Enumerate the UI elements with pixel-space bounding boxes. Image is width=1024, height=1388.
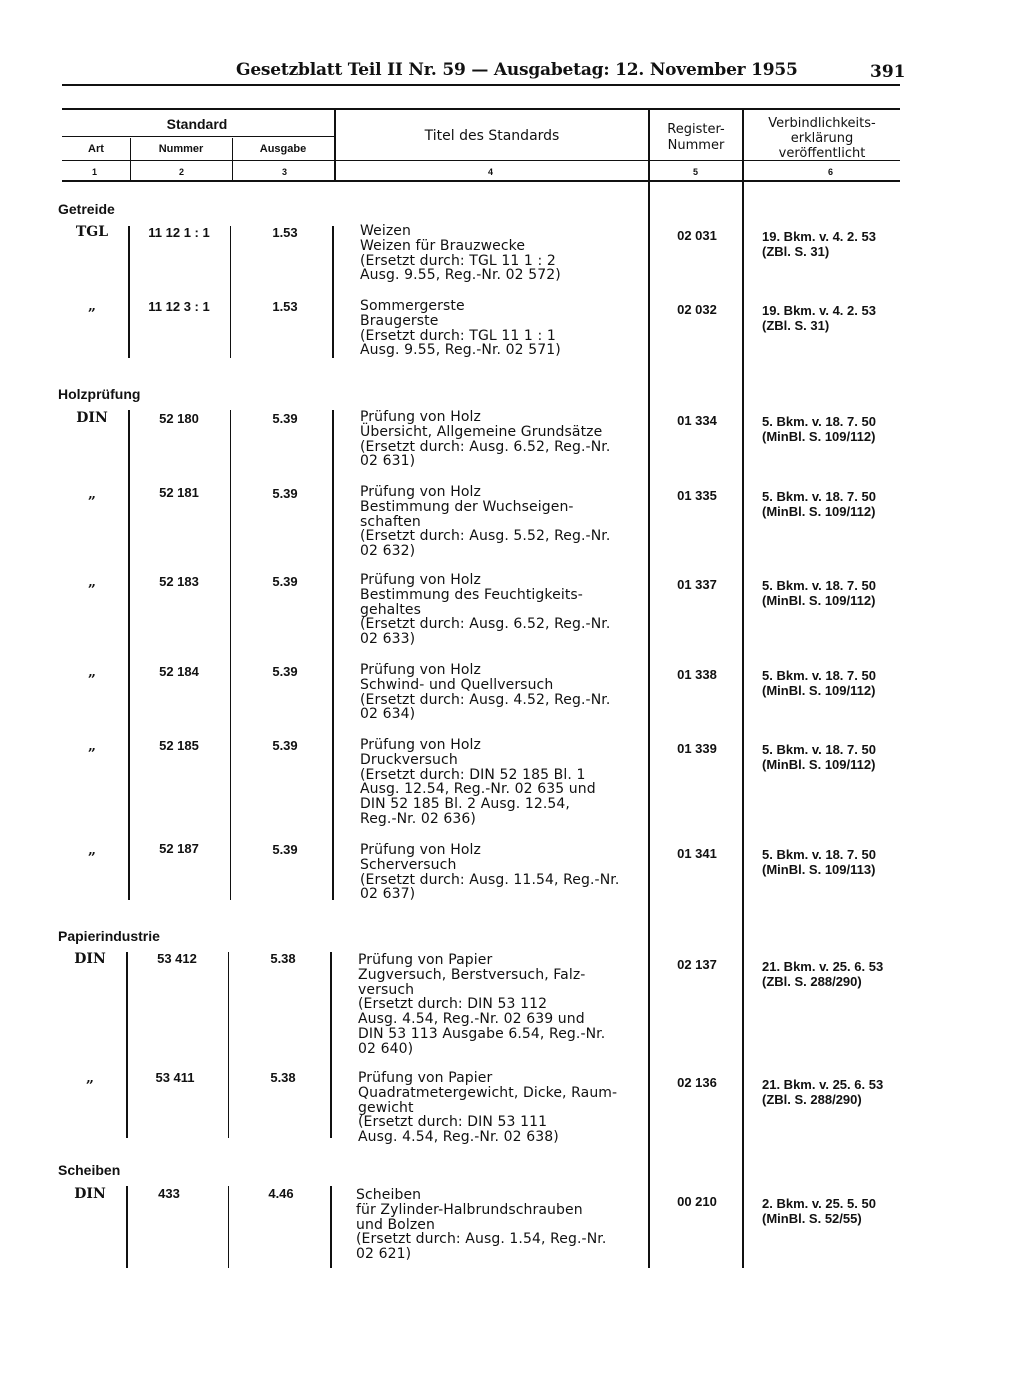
row-art: „ bbox=[85, 1070, 95, 1086]
row-art: „ bbox=[87, 298, 97, 314]
standard-subrule bbox=[62, 136, 334, 137]
row-ausgabe: 5.39 bbox=[272, 486, 298, 501]
row-nummer: 53 411 bbox=[155, 1070, 195, 1085]
header-verb-2: erklärung bbox=[790, 131, 854, 146]
seg-papier-b bbox=[228, 952, 229, 1138]
row-verbindlichkeit: 21. Bkm. v. 25. 6. 53 (ZBl. S. 288/290) bbox=[762, 959, 884, 989]
row-art: „ bbox=[87, 486, 97, 502]
header-titel: Titel des Standards bbox=[424, 128, 560, 144]
row-nummer: 11 12 1 : 1 bbox=[148, 225, 210, 240]
row-ausgabe: 5.39 bbox=[272, 842, 298, 857]
row-ausgabe: 5.39 bbox=[272, 738, 298, 753]
row-register: 01 337 bbox=[677, 577, 717, 592]
row-nummer: 52 185 bbox=[159, 738, 199, 753]
row-ausgabe: 5.38 bbox=[270, 1070, 296, 1085]
row-nummer: 11 12 3 : 1 bbox=[148, 299, 210, 314]
seg-papier-c bbox=[330, 952, 332, 1138]
header-verb-3: veröffentlicht bbox=[778, 146, 866, 161]
row-nummer: 52 183 bbox=[159, 574, 199, 589]
row-verbindlichkeit: 19. Bkm. v. 4. 2. 53 (ZBl. S. 31) bbox=[762, 229, 876, 259]
colnum-6: 6 bbox=[828, 167, 834, 177]
row-art: „ bbox=[87, 574, 97, 590]
row-art: „ bbox=[87, 738, 97, 754]
row-verbindlichkeit: 5. Bkm. v. 18. 7. 50 (MinBl. S. 109/112) bbox=[762, 414, 876, 444]
row-titel: Prüfung von Holz Schwind- und Quellversuch (Ersetzt durch: Ausg. 4.52, Reg.-Nr. 02 634) bbox=[360, 662, 611, 723]
row-verbindlichkeit: 5. Bkm. v. 18. 7. 50 (MinBl. S. 109/112) bbox=[762, 578, 876, 608]
row-titel: Prüfung von Holz Übersicht, Allgemeine Grundsätze (Ersetzt durch: Ausg. 6.52, Reg.-Nr. 02 631) bbox=[360, 409, 611, 470]
category-getreide: Getreide bbox=[58, 201, 115, 217]
row-art: DIN bbox=[76, 410, 108, 426]
row-nummer: 52 184 bbox=[159, 664, 199, 679]
row-verbindlichkeit: 21. Bkm. v. 25. 6. 53 (ZBl. S. 288/290) bbox=[762, 1077, 884, 1107]
colnum-3: 3 bbox=[282, 167, 288, 177]
row-register: 01 339 bbox=[677, 741, 717, 756]
row-nummer: 433 bbox=[158, 1186, 180, 1201]
header-register-1: Register- bbox=[667, 122, 725, 137]
body-divider-verb bbox=[742, 182, 744, 1268]
row-nummer: 52 181 bbox=[159, 485, 199, 500]
row-titel: Prüfung von Holz Bestimmung der Wuchseigen- schaften (Ersetzt durch: Ausg. 5.52, Reg.-Nr. 02 632) bbox=[360, 484, 611, 560]
row-ausgabe: 5.39 bbox=[272, 664, 298, 679]
row-register: 01 341 bbox=[677, 846, 717, 861]
row-verbindlichkeit: 19. Bkm. v. 4. 2. 53 (ZBl. S. 31) bbox=[762, 303, 876, 333]
category-holzpruefung: Holzprüfung bbox=[58, 386, 141, 402]
row-titel: Prüfung von Papier Quadratmetergewicht, Dicke, Raum- gewicht (Ersetzt durch: DIN 53 111 Ausg. 4.54, Reg.-Nr. 02 638) bbox=[358, 1070, 618, 1146]
row-ausgabe: 1.53 bbox=[272, 225, 298, 240]
seg-papier-a bbox=[126, 952, 128, 1138]
row-ausgabe: 5.39 bbox=[272, 574, 298, 589]
row-nummer: 53 412 bbox=[157, 951, 197, 966]
row-nummer: 52 187 bbox=[159, 841, 199, 856]
colnum-5: 5 bbox=[693, 167, 699, 177]
row-titel: Weizen Weizen für Brauzwecke (Ersetzt durch: TGL 11 1 : 2 Ausg. 9.55, Reg.-Nr. 02 572) bbox=[360, 223, 561, 284]
row-ausgabe: 5.38 bbox=[270, 951, 296, 966]
category-scheiben: Scheiben bbox=[58, 1162, 121, 1178]
row-register: 02 031 bbox=[677, 228, 717, 243]
row-register: 02 136 bbox=[677, 1075, 717, 1090]
seg-scheiben-b bbox=[228, 1186, 229, 1268]
seg-holz-b bbox=[230, 410, 231, 900]
colnum-1: 1 bbox=[92, 167, 98, 177]
row-verbindlichkeit: 5. Bkm. v. 18. 7. 50 (MinBl. S. 109/112) bbox=[762, 742, 876, 772]
row-art: TGL bbox=[75, 224, 109, 240]
page-number: 391 bbox=[870, 62, 906, 82]
body-divider-reg bbox=[648, 182, 650, 1268]
running-header: Gesetzblatt Teil II Nr. 59 — Ausgabetag: 12. November 1955 bbox=[236, 60, 798, 80]
row-verbindlichkeit: 5. Bkm. v. 18. 7. 50 (MinBl. S. 109/112) bbox=[762, 668, 876, 698]
row-titel: Prüfung von Holz Druckversuch (Ersetzt durch: DIN 52 185 Bl. 1 Ausg. 12.54, Reg.-Nr. 02 635 und DIN 52 185 Bl. 2 Ausg. 12.54, Reg.-Nr. 02 636) bbox=[360, 737, 596, 827]
row-art: „ bbox=[87, 842, 97, 858]
row-titel: Scheiben für Zylinder-Halbrundschrauben und Bolzen (Ersetzt durch: Ausg. 1.54, Reg.-Nr. 02 621) bbox=[356, 1187, 607, 1263]
category-papierindustrie: Papierindustrie bbox=[58, 928, 160, 944]
row-ausgabe: 1.53 bbox=[272, 299, 298, 314]
row-register: 01 338 bbox=[677, 667, 717, 682]
seg-scheiben-c bbox=[330, 1186, 332, 1268]
row-register: 00 210 bbox=[677, 1194, 717, 1209]
seg-holz-c bbox=[332, 410, 334, 900]
header-rule bbox=[62, 84, 900, 86]
header-nummer: Nummer bbox=[158, 143, 204, 155]
header-divider-title bbox=[334, 110, 336, 180]
row-nummer: 52 180 bbox=[159, 411, 199, 426]
row-titel: Prüfung von Holz Scherversuch (Ersetzt durch: Ausg. 11.54, Reg.-Nr. 02 637) bbox=[360, 842, 620, 903]
row-register: 01 335 bbox=[677, 488, 717, 503]
header-register-2: Nummer bbox=[667, 138, 725, 153]
row-verbindlichkeit: 5. Bkm. v. 18. 7. 50 (MinBl. S. 109/113) bbox=[762, 847, 876, 877]
row-titel: Prüfung von Holz Bestimmung des Feuchtigkeits- gehaltes (Ersetzt durch: Ausg. 6.52, Reg.-Nr. 02 633) bbox=[360, 572, 611, 648]
row-art: DIN bbox=[74, 1186, 106, 1202]
seg-holz-a bbox=[128, 410, 130, 900]
row-art: DIN bbox=[74, 951, 106, 967]
row-ausgabe: 5.39 bbox=[272, 411, 298, 426]
row-art: „ bbox=[87, 664, 97, 680]
row-verbindlichkeit: 2. Bkm. v. 25. 5. 50 (MinBl. S. 52/55) bbox=[762, 1196, 876, 1226]
seg-getreide-c bbox=[332, 226, 334, 358]
header-standard: Standard bbox=[166, 116, 228, 132]
table-top-rule bbox=[62, 108, 900, 110]
row-titel: Sommergerste Braugerste (Ersetzt durch: TGL 11 1 : 1 Ausg. 9.55, Reg.-Nr. 02 571) bbox=[360, 298, 561, 359]
header-ausgabe: Ausgabe bbox=[259, 143, 307, 155]
colnum-2: 2 bbox=[179, 167, 185, 177]
colnum-4: 4 bbox=[488, 167, 494, 177]
row-register: 01 334 bbox=[677, 413, 717, 428]
seg-getreide-a bbox=[128, 226, 130, 358]
row-register: 02 137 bbox=[677, 957, 717, 972]
seg-getreide-b bbox=[230, 226, 231, 358]
row-verbindlichkeit: 5. Bkm. v. 18. 7. 50 (MinBl. S. 109/112) bbox=[762, 489, 876, 519]
header-verb-1: Verbindlichkeits- bbox=[768, 116, 876, 131]
row-register: 02 032 bbox=[677, 302, 717, 317]
header-art: Art bbox=[88, 143, 104, 155]
row-titel: Prüfung von Papier Zugversuch, Berstversuch, Falz- versuch (Ersetzt durch: DIN 53 112 Ausg. 4.54, Reg.-Nr. 02 639 und DIN 53 113 Ausgabe 6.54, Reg.-Nr. 02 640) bbox=[358, 952, 606, 1057]
row-ausgabe: 4.46 bbox=[268, 1186, 294, 1201]
colnum-rule bbox=[62, 180, 900, 182]
